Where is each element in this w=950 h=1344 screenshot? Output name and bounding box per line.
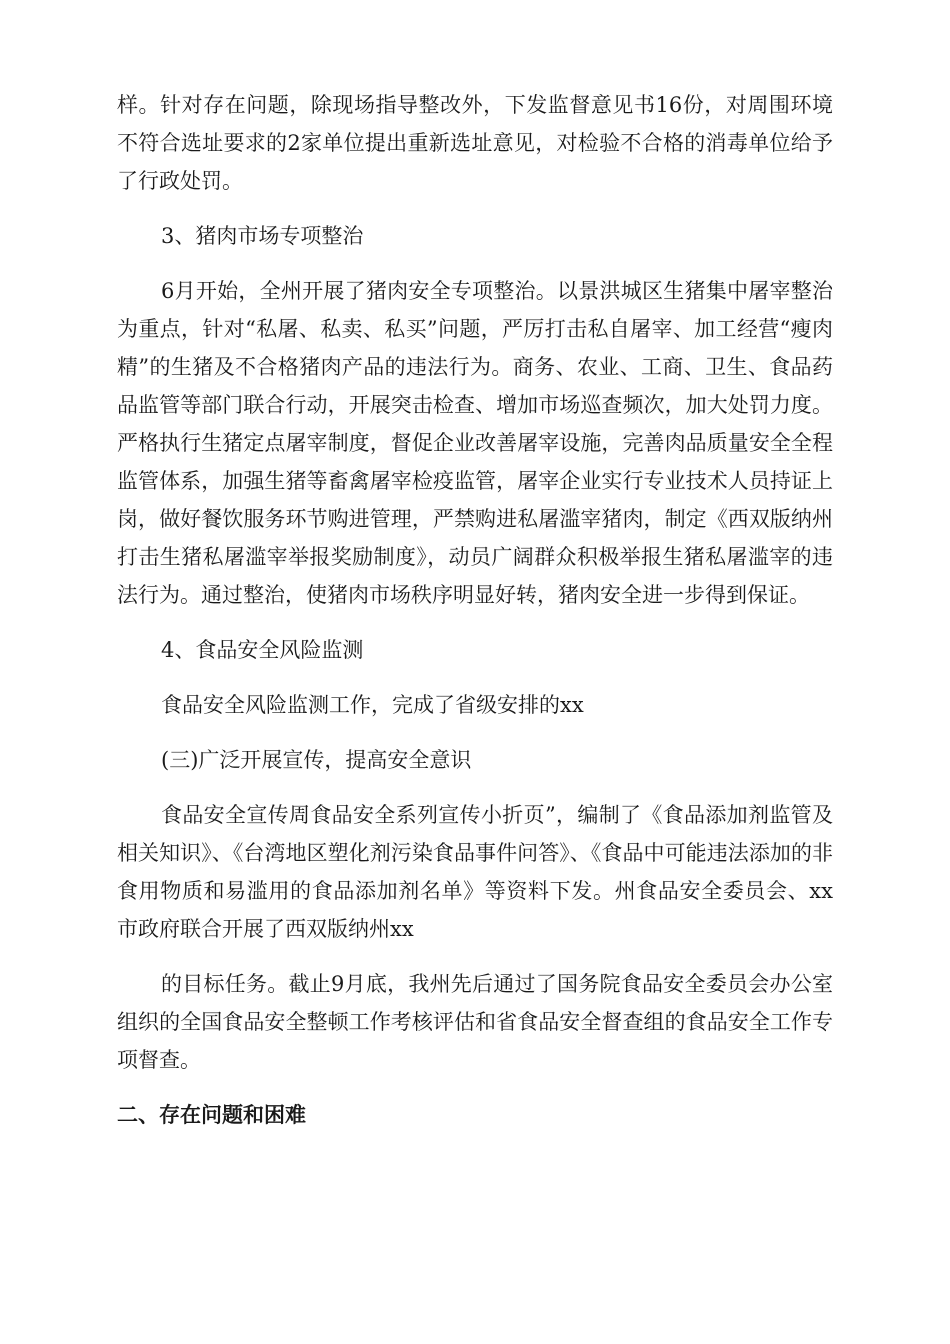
paragraph-publicity: 食品安全宣传周食品安全系列宣传小折页”，编制了《食品添加剂监管及相关知识》、《台湾地区塑化剂污染食品事件问答》、《食品中可能违法添加的非食用物质和易滥用的食品添加剂名单》等资料下发。州食品安全委员会、xx市政府联合开展了西双版纳州xx: [117, 803, 833, 941]
paragraph-pork-rectification: 6月开始，全州开展了猪肉安全专项整治。以景洪城区生猪集中屠宰整治为重点，针对“私屠、私卖、私买”问题，严厉打击私自屠宰、加工经营“瘦肉精”的生猪及不合格猪肉产品的违法行为。商务、农业、工商、卫生、食品药品监管等部门联合行动，开展突击检查、增加市场巡查频次，加大处罚力度。严格执行生猪定点屠宰制度，督促企业改善屠宰设施，完善肉品质量安全全程监管体系，加强生猪等畜禽屠宰检疫监管，屠宰企业实行专业技术人员持证上岗，做好餐饮服务环节购进管理，严禁购进私屠滥宰猪肉，制定《西双版纳州打击生猪私屠滥宰举报奖励制度》，动员广阔群众积极举报生猪私屠滥宰的违法行为。通过整治，使猪肉市场秩序明显好转，猪肉安全进一步得到保证。: [117, 279, 833, 607]
document-body: [117, 86, 833, 1134]
paragraph-inspection-results: 样。针对存在问题，除现场指导整改外，下发监督意见书16份，对周围环境不符合选址要求的2家单位提出重新选址意见，对检验不合格的消毒单位给予了行政处罚。: [117, 93, 833, 193]
subheading-pork-market: 3、猪肉市场专项整治: [161, 224, 364, 248]
paragraph-risk-monitoring: 食品安全风险监测工作，完成了省级安排的xx: [161, 693, 584, 717]
section-heading-problems: 二、存在问题和困难: [117, 1103, 306, 1127]
subheading-publicity: (三)广泛开展宣传，提高安全意识: [161, 748, 472, 772]
subheading-risk-monitoring: 4、食品安全风险监测: [161, 638, 364, 662]
paragraph-targets: 的目标任务。截止9月底，我州先后通过了国务院食品安全委员会办公室组织的全国食品安全整顿工作考核评估和省食品安全督查组的食品安全工作专项督查。: [117, 972, 833, 1072]
